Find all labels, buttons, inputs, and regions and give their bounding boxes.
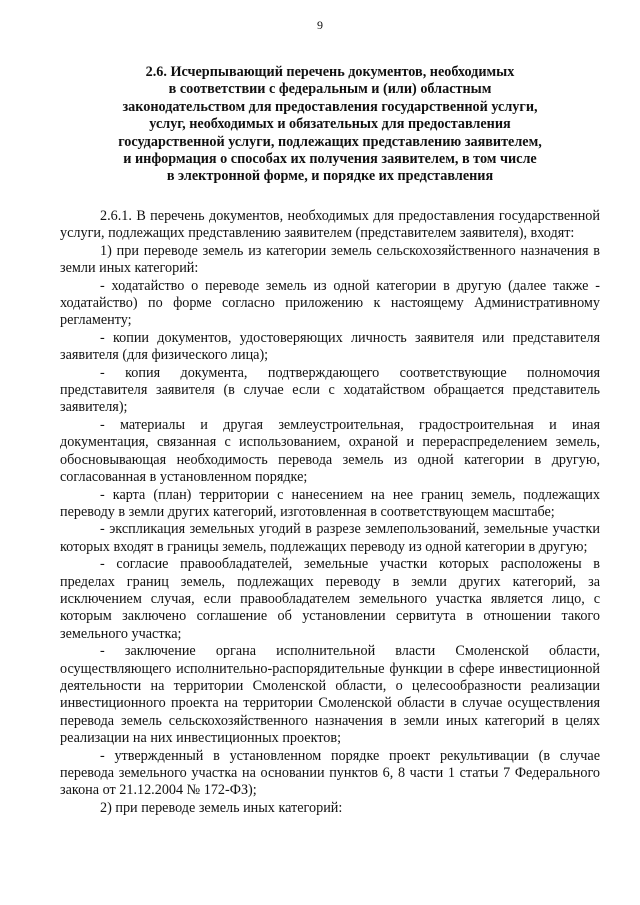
section-heading (60, 64, 600, 186)
document-body (60, 208, 600, 817)
heading-line: услуг, необходимых и обязательных для предоставления (149, 116, 511, 133)
heading-line: в соответствии с федеральным и (или) областным (168, 81, 492, 98)
heading-line: законодательством для предоставления государственной услуги, (122, 98, 538, 115)
list-item: - материалы и другая землеустроительная, градостроительная и иная документация, связанная с использованием, охраной и перераспределением земель, обосновывающая необходимость перевода земель из одной категории в другую, согласованная в установленном порядке; (60, 416, 600, 486)
list-item: - заключение органа исполнительной власти Смоленской области, осуществляющего исполнительно-распорядительные функции в сфере инвестиционной деятельности на территории Смоленской области, о целесообразности реализации инвестиционного проекта на территории Смоленской области в случае осуществления перевода земель сельскохозяйственного назначения в земли иных категорий в целях реализации на них инвестиционных проектов; (60, 643, 600, 747)
paragraph: 2.6.1. В перечень документов, необходимых для предоставления государственной услуги, подлежащих представлению заявителем (представителем заявителя), входят: (60, 208, 600, 242)
list-item: - копия документа, подтверждающего соответствующие полномочия представителя заявителя (в случае если с ходатайством обращается представитель заявителя); (60, 364, 600, 416)
heading-line: в электронной форме, и порядке их представления (166, 168, 494, 185)
page-number: 9 (317, 18, 323, 32)
paragraph: 1) при переводе земель из категории земель сельскохозяйственного назначения в земли иных категорий: (60, 242, 600, 277)
list-item: - согласие правообладателей, земельные участки которых расположены в пределах границ земель, подлежащих переводу в земли других категорий, за исключением случая, если правообладателем земельного участка является лицо, с которым заключено соглашение об установлении сервитута в отношении такого земельного участка; (60, 556, 600, 642)
list-item: - утвержденный в установленном порядке проект рекультивации (в случае перевода земельного участка на основании пунктов 6, 8 части 1 статьи 7 Федерального закона от 21.12.2004 № 172-ФЗ); (60, 747, 600, 799)
list-item: - ходатайство о переводе земель из одной категории в другую (далее также - ходатайство) по форме согласно приложению к настоящему Административному регламенту; (60, 277, 600, 329)
list-item: - экспликация земельных угодий в разрезе землепользований, земельные участки которых входят в границы земель, подлежащих переводу из одной категории в другую; (60, 521, 600, 555)
heading-line: и информация о способах их получения заявителем, в том числе (123, 151, 537, 168)
list-item: - карта (план) территории с нанесением на нее границ земель, подлежащих переводу в земли других категорий, изготовленная в соответствующем масштабе; (60, 486, 600, 520)
list-item: - копии документов, удостоверяющих личность заявителя или представителя заявителя (для физического лица); (60, 329, 600, 364)
heading-line: 2.6. Исчерпывающий перечень документов, необходимых (145, 64, 515, 80)
paragraph: 2) при переводе земель иных категорий: (100, 799, 343, 816)
heading-line: государственной услуги, подлежащих представлению заявителем, (118, 133, 542, 150)
